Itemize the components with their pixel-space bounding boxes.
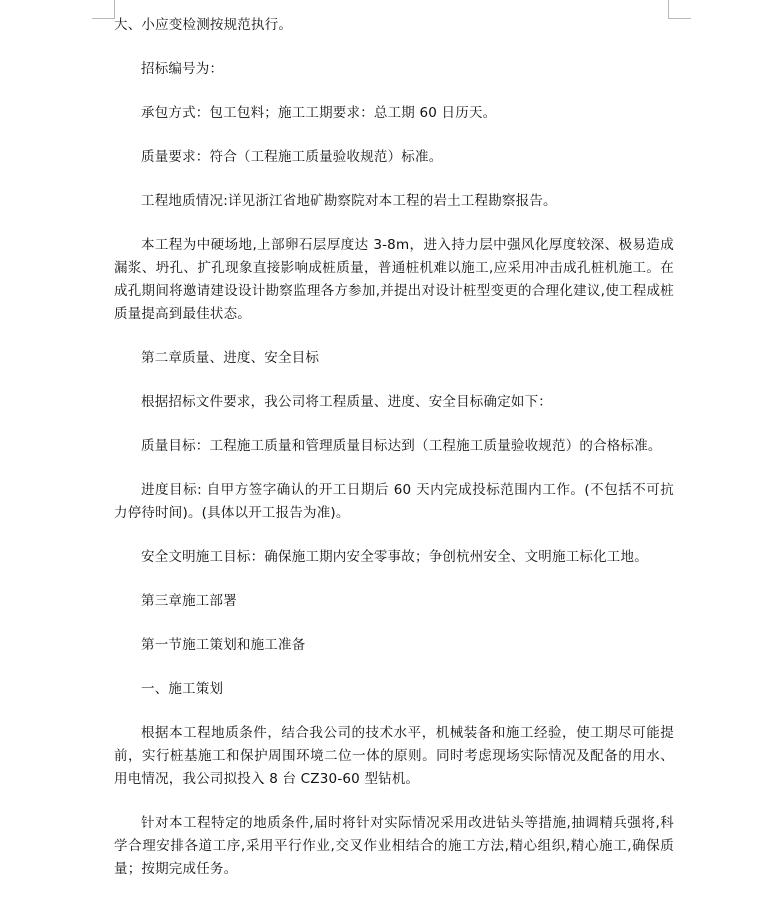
paragraph-targets-intro: 根据招标文件要求，我公司将工程质量、进度、安全目标确定如下：: [141, 394, 552, 410]
paragraph-measures: 针对本工程特定的地质条件,届时将针对实际情况采用改进钻头等措施,抽调精兵强将,科学合理安排各道工序,采用平行作业,交叉作业相结合的施工方法,精心组织,精心施工,确保质量；按期完成任务。: [114, 815, 674, 877]
paragraph-contract-mode: 承包方式：包工包料；施工工期要求：总工期 60 日历天。: [141, 105, 497, 121]
paragraph-quality-target: 质量目标：工程施工质量和管理质量目标达到（工程施工质量验收规范）的合格标准。: [141, 438, 662, 454]
paragraph-geology: 工程地质情况:详见浙江省地矿勘察院对本工程的岩土工程勘察报告。: [141, 193, 557, 209]
paragraph-schedule-target: 进度目标: 自甲方签字确认的开工日期后 60 天内完成投标范围内工作。(不包括不可抗力停待时间)。(具体以开工报告为准)。: [114, 482, 674, 521]
paragraph-tender-number: 招标编号为：: [141, 61, 224, 77]
heading-section-1: 第一节施工策划和施工准备: [141, 637, 306, 653]
heading-chapter-3: 第三章施工部署: [141, 593, 237, 609]
margin-corner-mark-left: [92, 0, 115, 19]
paragraph-site-conditions: 本工程为中硬场地,上部卵石层厚度达 3-8m，进入持力层中强风化厚度较深、极易造成漏浆、坍孔、扩孔现象直接影响成桩质量，普通桩机难以施工,应采用冲击成孔桩机施工。在成孔期间将邀请建设设计勘察监理各方参加,并提出对设计桩型变更的合理化建议,使工程成桩质量提高到最佳状态。: [114, 237, 674, 322]
document-body: [114, 14, 674, 902]
heading-chapter-2: 第二章质量、进度、安全目标: [141, 350, 320, 366]
heading-planning: 一、施工策划: [141, 681, 224, 697]
paragraph-planning-details: 根据本工程地质条件，结合我公司的技术水平，机械装备和施工经验，使工期尽可能提前，实行桩基施工和保护周围环境二位一体的原则。同时考虑现场实际情况及配备的用水、用电情况，我公司拟投入 8 台 CZ30-60 型钻机。: [114, 725, 674, 787]
paragraph-quality-requirement: 质量要求：符合（工程施工质量验收规范）标准。: [141, 149, 443, 165]
paragraph-safety-target: 安全文明施工目标：确保施工期内安全零事故；争创杭州安全、文明施工标化工地。: [141, 549, 648, 565]
paragraph-strain-test: 大、小应变检测按规范执行。: [114, 17, 293, 33]
